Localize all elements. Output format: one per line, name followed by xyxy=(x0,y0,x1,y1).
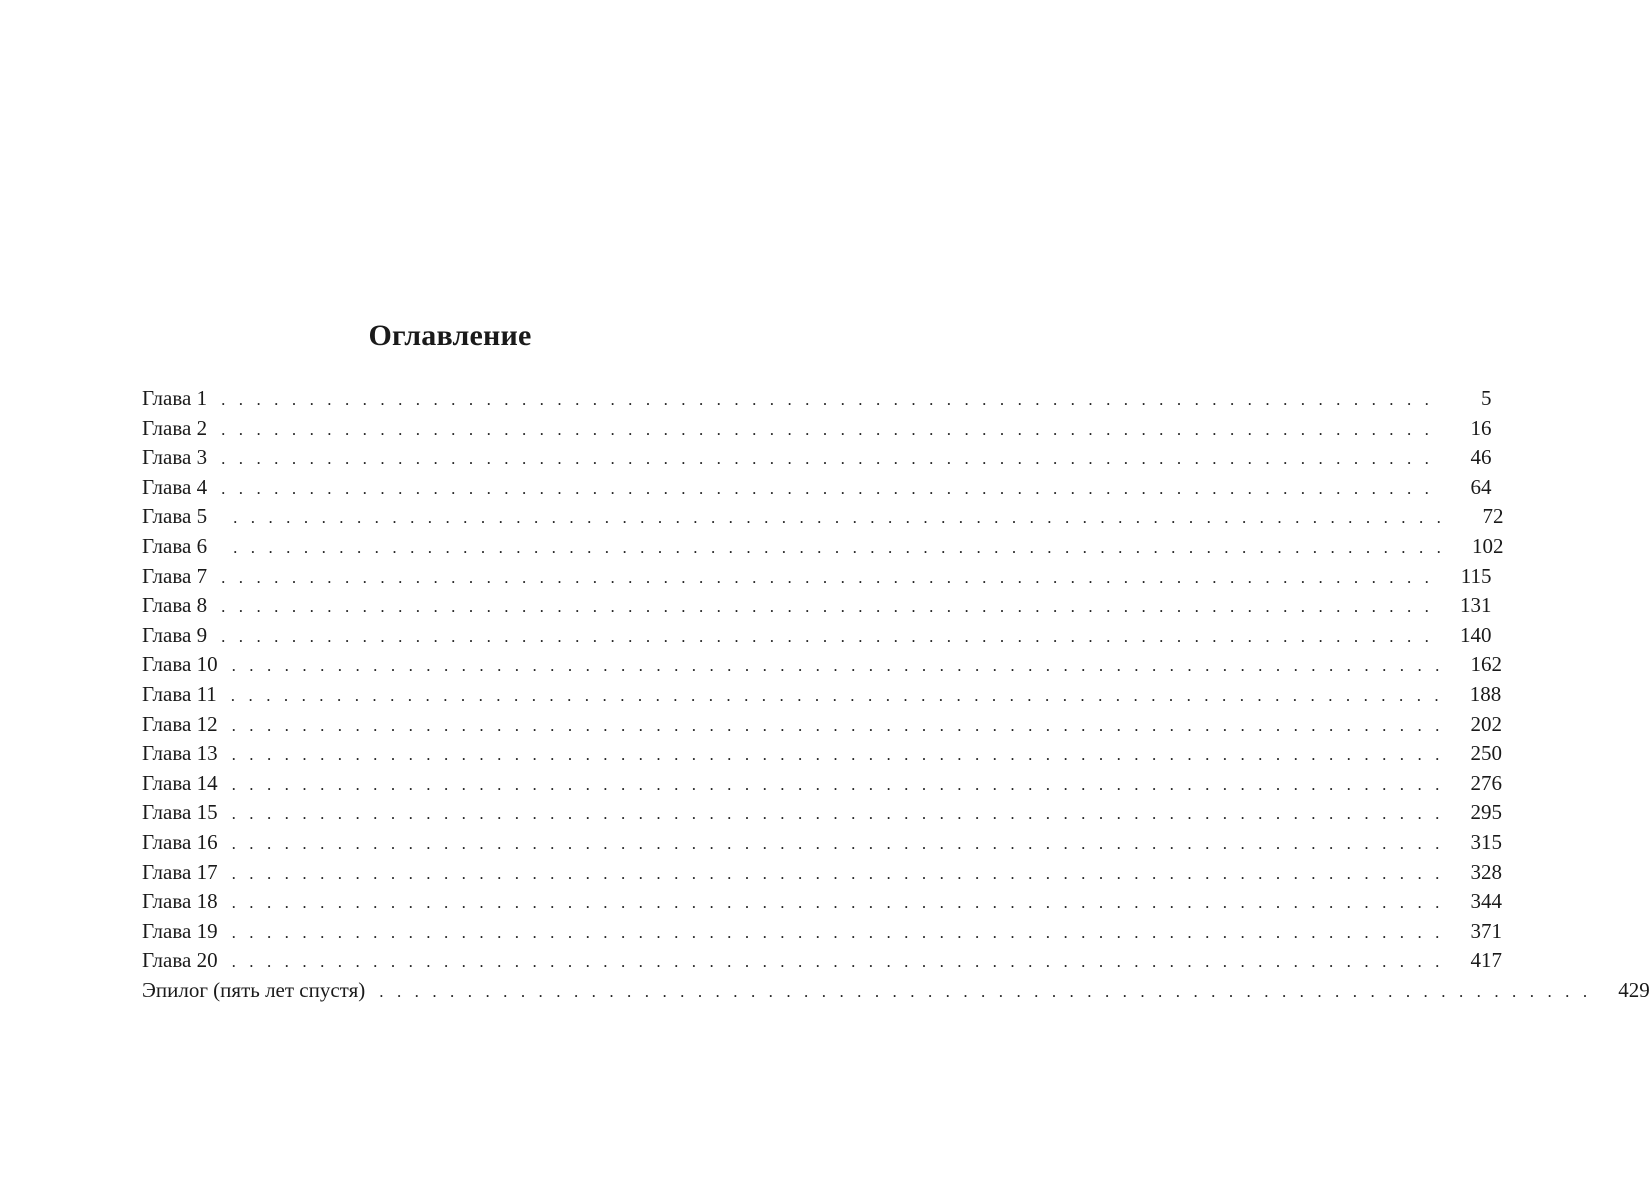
dot-leader: . . . . . . . . . . . . . . . . . . . . . . . . . . . . . . . . . . . . . . . . . . . . . . . . . . . . . . . . . . . . . . . . . . . . . xyxy=(379,981,1592,1001)
toc-entry[interactable] xyxy=(142,680,1502,710)
toc-entry[interactable] xyxy=(142,591,1492,621)
toc-entry-label: Глава 11 xyxy=(142,681,217,706)
toc-entry[interactable] xyxy=(142,828,1503,858)
dot-leader: . . . . . . . . . . . . . . . . . . . . . . . . . . . . . . . . . . . . . . . . . . . . . . . . . . . . . . . . . . . . . . . . . . . . . xyxy=(231,774,1445,794)
toc-entry-page: 188 xyxy=(1469,681,1502,706)
toc-entry[interactable] xyxy=(142,502,1504,532)
dot-leader: . . . . . . . . . . . . . . . . . . . . . . . . . . . . . . . . . . . . . . . . . . . . . . . . . . . . . . . . . . . . . . . . . . . . . xyxy=(230,685,1444,705)
toc-entry[interactable] xyxy=(142,769,1503,799)
toc-entry-label: Глава 7 xyxy=(142,563,208,588)
toc-entry-label: Глава 13 xyxy=(142,741,218,766)
toc-entry-label: Глава 19 xyxy=(142,918,218,943)
toc-entry[interactable] xyxy=(142,798,1503,828)
toc-entry[interactable] xyxy=(142,562,1492,592)
toc-entry-page: 64 xyxy=(1470,474,1492,499)
dot-leader: . . . . . . . . . . . . . . . . . . . . . . . . . . . . . . . . . . . . . . . . . . . . . . . . . . . . . . . . . . . . . . . . . . . . . xyxy=(221,567,1434,587)
toc-entry-page: 115 xyxy=(1460,563,1492,588)
dot-leader: . . . . . . . . . . . . . . . . . . . . . . . . . . . . . . . . . . . . . . . . . . . . . . . . . . . . . . . . . . . . . . . . . . . . . xyxy=(231,952,1445,972)
toc-entry-label: Глава 20 xyxy=(142,948,218,973)
toc-entry-label: Глава 10 xyxy=(142,652,218,677)
toc-entry-page: 417 xyxy=(1470,948,1503,973)
toc-entry-page: 276 xyxy=(1470,770,1503,795)
toc-entry-page: 16 xyxy=(1470,415,1492,440)
toc-entry[interactable] xyxy=(142,739,1503,769)
dot-leader: . . . . . . . . . . . . . . . . . . . . . . . . . . . . . . . . . . . . . . . . . . . . . . . . . . . . . . . . . . . . . . . . . . . . . xyxy=(231,833,1445,853)
toc-entry-page: 250 xyxy=(1470,741,1503,766)
toc-entry-page: 102 xyxy=(1472,533,1504,558)
dot-leader: . . . . . . . . . . . . . . . . . . . . . . . . . . . . . . . . . . . . . . . . . . . . . . . . . . . . . . . . . . . . . . . . . . . . . xyxy=(221,419,1434,439)
dot-leader: . . . . . . . . . . . . . . . . . . . . . . . . . . . . . . . . . . . . . . . . . . . . . . . . . . . . . . . . . . . . . . . . . . . . . xyxy=(231,922,1445,942)
toc-entry-page: 46 xyxy=(1470,445,1492,470)
toc-entry[interactable] xyxy=(142,946,1503,976)
toc-entry-label: Глава 15 xyxy=(142,800,218,825)
toc-entry-page: 5 xyxy=(1481,386,1492,410)
toc-entry-page: 162 xyxy=(1470,652,1503,677)
toc-entry-label: Глава 4 xyxy=(142,474,208,499)
dot-leader: . . . . . . . . . . . . . . . . . . . . . . . . . . . . . . . . . . . . . . . . . . . . . . . . . . . . . . . . . . . . . . . . . . . . . xyxy=(233,508,1446,528)
toc-entry[interactable] xyxy=(142,414,1492,444)
dot-leader: . . . . . . . . . . . . . . . . . . . . . . . . . . . . . . . . . . . . . . . . . . . . . . . . . . . . . . . . . . . . . . . . . . . . . xyxy=(221,478,1434,498)
toc-entry[interactable] xyxy=(142,473,1492,503)
toc-entry-page: 131 xyxy=(1460,593,1492,618)
dot-leader: . . . . . . . . . . . . . . . . . . . . . . . . . . . . . . . . . . . . . . . . . . . . . . . . . . . . . . . . . . . . . . . . . . . . . xyxy=(231,745,1445,765)
toc-entry-page: 72 xyxy=(1482,504,1504,529)
page-title: Оглавление xyxy=(368,319,532,352)
toc-entry[interactable] xyxy=(142,710,1503,740)
toc-entry[interactable] xyxy=(142,650,1503,680)
dot-leader: . . . . . . . . . . . . . . . . . . . . . . . . . . . . . . . . . . . . . . . . . . . . . . . . . . . . . . . . . . . . . . . . . . . . . xyxy=(231,893,1445,913)
toc-entry-label: Глава 5 xyxy=(142,504,208,529)
dot-leader: . . . . . . . . . . . . . . . . . . . . . . . . . . . . . . . . . . . . . . . . . . . . . . . . . . . . . . . . . . . . . . . . . . . . . xyxy=(221,449,1434,469)
toc-entry-label: Глава 17 xyxy=(142,859,218,884)
toc-entry-page: 328 xyxy=(1470,859,1503,884)
dot-leader: . . . . . . . . . . . . . . . . . . . . . . . . . . . . . . . . . . . . . . . . . . . . . . . . . . . . . . . . . . . . . . . . . . . . . xyxy=(231,715,1445,735)
dot-leader: . . . . . . . . . . . . . . . . . . . . . . . . . . . . . . . . . . . . . . . . . . . . . . . . . . . . . . . . . . . . . . . . . . . . . xyxy=(221,626,1434,646)
toc-entry-page: 429 xyxy=(1618,977,1650,1002)
dot-leader: . . . . . . . . . . . . . . . . . . . . . . . . . . . . . . . . . . . . . . . . . . . . . . . . . . . . . . . . . . . . . . . . . . . . . xyxy=(231,804,1445,824)
toc-entry-label: Глава 14 xyxy=(142,770,218,795)
toc-entry[interactable] xyxy=(142,443,1492,473)
toc-entry-label: Глава 2 xyxy=(142,415,208,440)
dot-leader: . . . . . . . . . . . . . . . . . . . . . . . . . . . . . . . . . . . . . . . . . . . . . . . . . . . . . . . . . . . . . . . . . . . . . xyxy=(221,597,1434,617)
toc-entry-page: 315 xyxy=(1470,829,1503,854)
toc-entry-label: Глава 1 xyxy=(142,386,208,410)
toc-entry-page: 140 xyxy=(1460,622,1492,647)
toc-entry-label: Эпилог (пять лет спустя) xyxy=(142,977,366,1002)
toc-entry-label: Глава 18 xyxy=(142,889,218,914)
toc-entry-page: 202 xyxy=(1470,711,1503,736)
table-of-contents xyxy=(142,384,1650,1005)
toc-entry[interactable] xyxy=(142,532,1504,562)
toc-entry-label: Глава 12 xyxy=(142,711,218,736)
toc-entry-page: 344 xyxy=(1470,889,1503,914)
toc-entry[interactable] xyxy=(142,858,1503,888)
toc-entry[interactable] xyxy=(142,384,1492,414)
toc-entry-label: Глава 3 xyxy=(142,445,208,470)
toc-entry[interactable] xyxy=(142,621,1492,651)
toc-entry-page: 371 xyxy=(1470,918,1503,943)
dot-leader: . . . . . . . . . . . . . . . . . . . . . . . . . . . . . . . . . . . . . . . . . . . . . . . . . . . . . . . . . . . . . . . . . . . . . xyxy=(233,537,1446,557)
dot-leader: . . . . . . . . . . . . . . . . . . . . . . . . . . . . . . . . . . . . . . . . . . . . . . . . . . . . . . . . . . . . . . . . . . . . . xyxy=(221,390,1434,409)
toc-entry-epilogue[interactable] xyxy=(142,976,1650,1006)
toc-entry-page: 295 xyxy=(1470,800,1503,825)
toc-entry-label: Глава 9 xyxy=(142,622,208,647)
dot-leader: . . . . . . . . . . . . . . . . . . . . . . . . . . . . . . . . . . . . . . . . . . . . . . . . . . . . . . . . . . . . . . . . . . . . . xyxy=(231,863,1445,883)
dot-leader: . . . . . . . . . . . . . . . . . . . . . . . . . . . . . . . . . . . . . . . . . . . . . . . . . . . . . . . . . . . . . . . . . . . . . xyxy=(231,656,1445,676)
toc-entry-label: Глава 6 xyxy=(142,533,208,558)
toc-entry-label: Глава 8 xyxy=(142,593,208,618)
toc-entry[interactable] xyxy=(142,887,1503,917)
toc-entry[interactable] xyxy=(142,917,1503,947)
toc-entry-label: Глава 16 xyxy=(142,829,218,854)
